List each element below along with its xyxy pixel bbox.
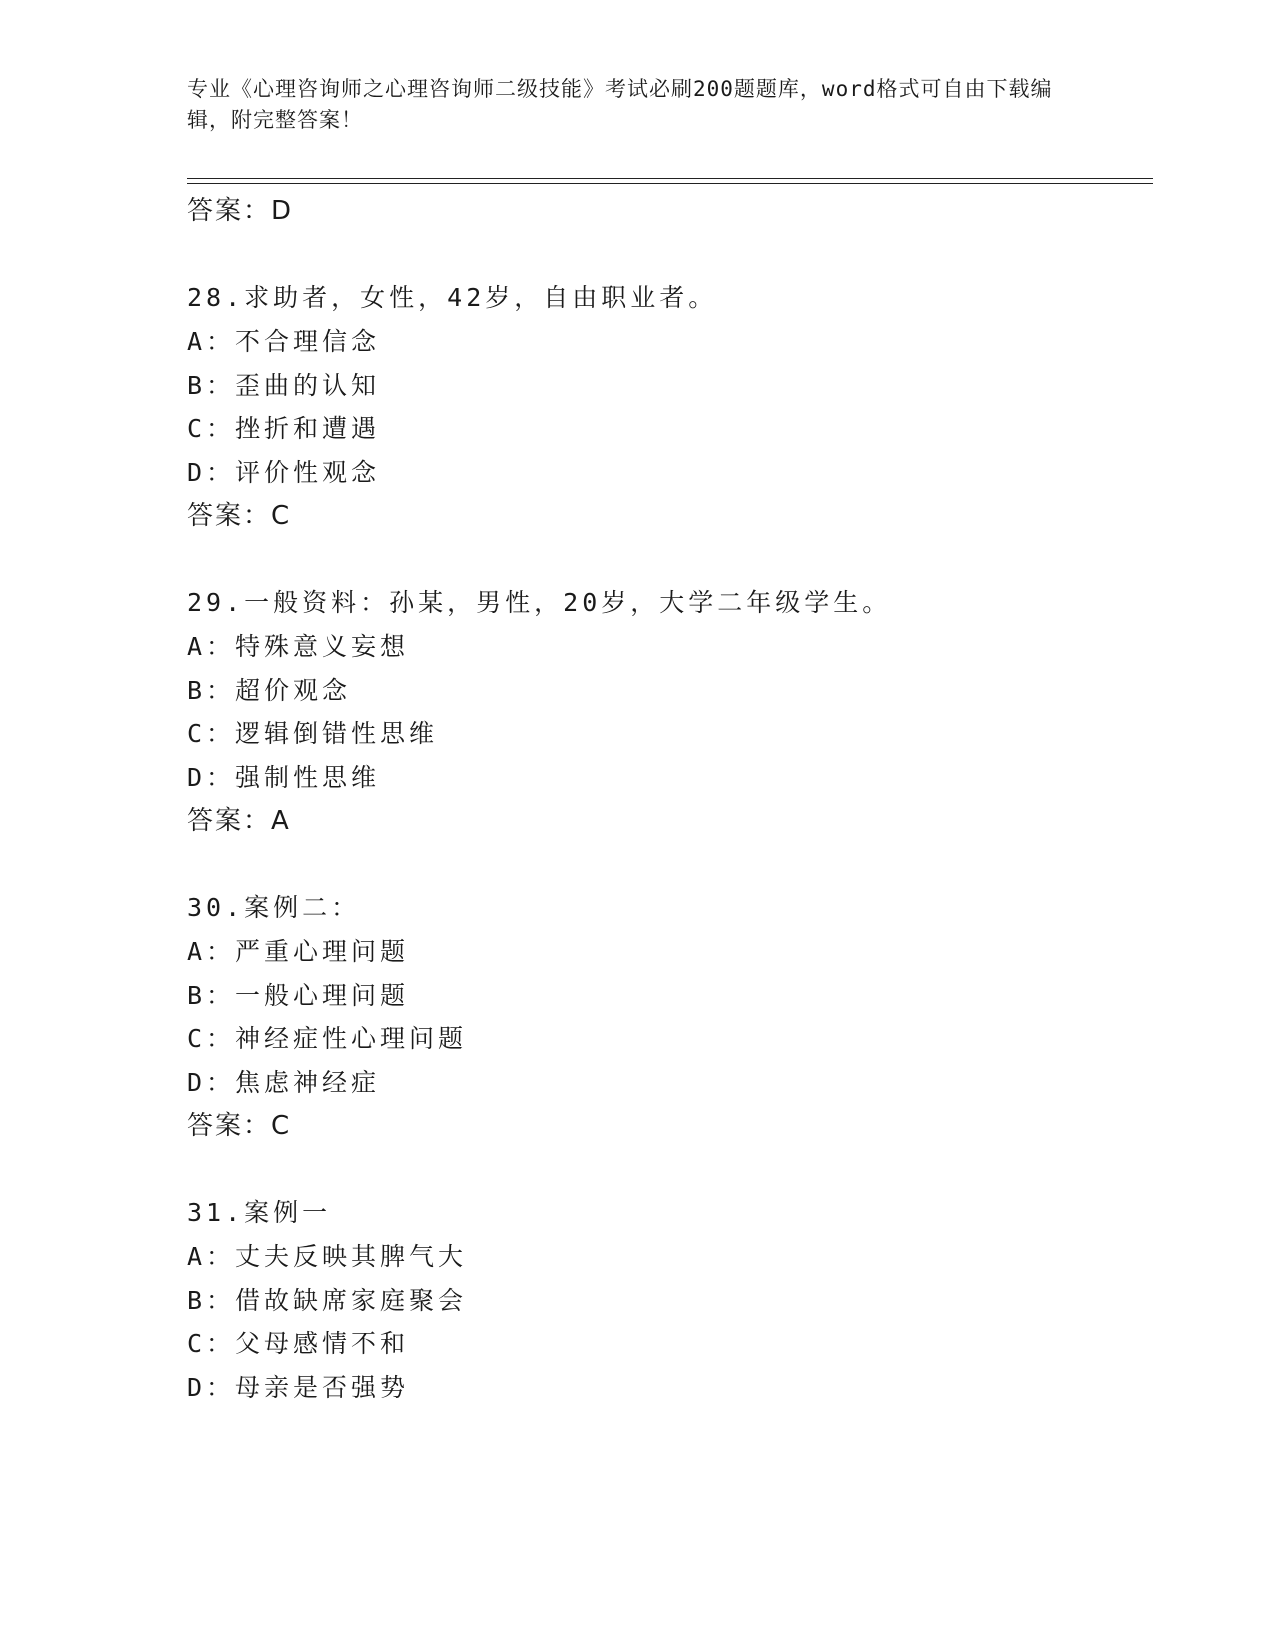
question-29-option-b: B：超价观念	[187, 676, 352, 705]
question-30-option-b: B：一般心理问题	[187, 981, 410, 1010]
header-divider-top	[187, 178, 1153, 179]
question-28-option-a: A：不合理信念	[187, 327, 381, 356]
question-29-option-a: A：特殊意义妄想	[187, 632, 410, 661]
question-29-answer: 答案：A	[187, 806, 291, 836]
question-30-option-d: D：焦虑神经症	[187, 1068, 381, 1097]
question-28-option-b: B：歪曲的认知	[187, 371, 381, 400]
question-31-option-b: B：借故缺席家庭聚会	[187, 1286, 468, 1315]
header-divider-bottom	[187, 183, 1153, 184]
question-29-option-d: D：强制性思维	[187, 763, 381, 792]
question-30-answer: 答案：C	[187, 1111, 292, 1141]
question-31-option-c: C：父母感情不和	[187, 1329, 410, 1358]
question-30-stem: 30.案例二：	[187, 893, 361, 922]
question-30-option-c: C：神经症性心理问题	[187, 1024, 468, 1053]
question-30-option-a: A：严重心理问题	[187, 937, 410, 966]
question-28-option-c: C：挫折和遭遇	[187, 414, 381, 443]
document-header: 专业《心理咨询师之心理咨询师二级技能》考试必刷200题题库，word格式可自由下载编辑，附完整答案！	[187, 77, 1053, 132]
question-28-option-d: D：评价性观念	[187, 458, 381, 487]
answer-label-previous: 答案：D	[187, 196, 294, 226]
question-31-stem: 31.案例一	[187, 1198, 332, 1227]
question-29-option-c: C：逻辑倒错性思维	[187, 719, 439, 748]
question-31-option-a: A：丈夫反映其脾气大	[187, 1242, 468, 1271]
question-29-stem: 29.一般资料：孙某，男性，20岁，大学二年级学生。	[187, 588, 892, 617]
question-28-stem: 28.求助者，女性，42岁，自由职业者。	[187, 283, 718, 312]
question-31-option-d: D：母亲是否强势	[187, 1373, 410, 1402]
question-28-answer: 答案：C	[187, 501, 292, 531]
